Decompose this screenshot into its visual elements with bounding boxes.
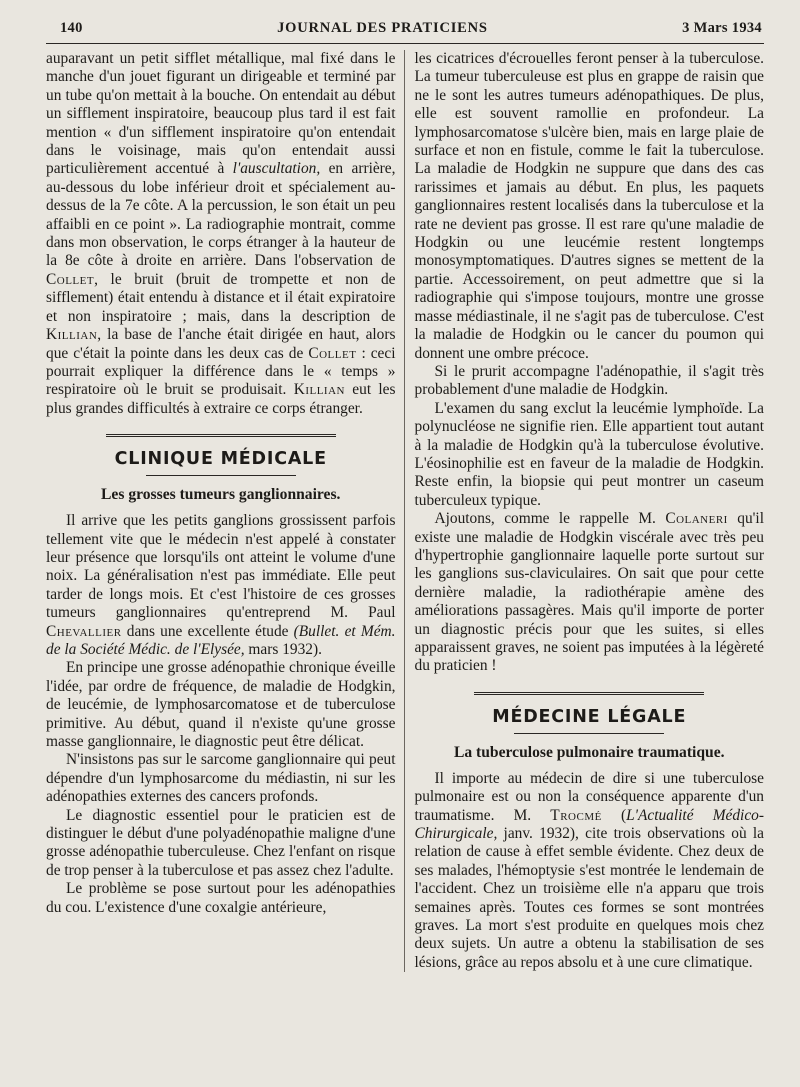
page-number: 140: [60, 20, 83, 36]
running-header: [46, 20, 764, 43]
journal-title: JOURNAL DES PRATICIENS: [277, 20, 488, 36]
article-subtitle-tumeurs: Les grosses tumeurs ganglionnaires.: [101, 486, 341, 504]
two-column-body: [46, 50, 764, 972]
section-underline: [514, 733, 664, 734]
paragraph: En principe une grosse adénopathie chronique éveille l'idée, par ordre de fréquence, de maladie de Hodgkin, de leucémie, de lymphosarcomatose et de tuberculose primitive. Au début, quand il n'existe qu'une grosse masse ganglionnaire, le diagnostic peut être délicat.: [46, 659, 396, 750]
right-column: [404, 50, 765, 972]
paragraph: Le problème se pose surtout pour les adénopathies du cou. L'existence d'une coxalgie antérieure,: [46, 880, 396, 916]
paragraph: Si le prurit accompagne l'adénopathie, il s'agit très probablement d'une maladie de Hodgkin.: [414, 362, 764, 399]
section-title-medecine-legale: MÉDECINE LÉGALE: [492, 706, 687, 727]
header-rule: [46, 43, 764, 44]
paragraph: Il arrive que les petits ganglions grossissent parfois tellement vite que le médecin n'est appelé à constater leur présence que lorsqu'ils ont atteint le volume d'une noix. La généralisation n'est pas immédiate. Elle peut tarder de longs mois. Et c'est l'histoire de ces grosses tumeurs ganglionnaires qu'entreprend M. Paul Chevallier dans une excellente étude (Bullet. et Mém. de la Société Médic. de l'Elysée, mars 1932).: [46, 512, 396, 658]
paragraph: Le diagnostic essentiel pour le praticien est de distinguer le début d'une polyadénopathie maligne d'une grosse adénopathie tuberculeuse. Chez l'enfant on risque de trop penser à la tuberculose et pas assez chez l'adulte.: [46, 806, 396, 879]
section-divider: [106, 434, 336, 439]
section-divider: [474, 692, 704, 697]
paragraph-continued: auparavant un petit sifflet métallique, mal fixé dans le manche d'un jouet figurant un dirigeable et terminé par un tube qu'on mettait à la bouche. On entendait au début un sifflement inspiratoire, beaucoup plus tard il est fait mention « d'un sifflement inspiratoire qu'on entendait dans le voisinage, mais qu'on entendait aussi particulièrement accentué à l'auscultation, en arrière, au-dessous du lobe inférieur droit et spécialement au-dessus de la 7e côte. A la percussion, le son était un peu affaibli en ce point ». La radiographie montrait, comme dans mon observation, le corps étranger à la hauteur de la 8e côte à droite en arrière. Dans l'observation de Collet, le bruit (bruit de trompette et non de sifflement) était entendu à distance et il était expiratoire et non inspiratoire ; mais, dans la description de Killian, la base de l'anche était dirigée en haut, alors que c'était la pointe dans les deux cas de Collet : ceci pourrait expliquer la différence dans le « temps » respiratoire où le bruit se produisait. Killian eut les plus grandes difficultés à extraire ce corps étranger.: [46, 50, 396, 417]
paragraph: L'examen du sang exclut la leucémie lymphoïde. La polynucléose ne signifie rien. Elle appartient tout autant à la maladie de Hodgkin qu'à la tuberculose évolutive. L'éosinophilie est en faveur de la maladie de Hodgkin. Reste enfin, la biopsie qui peut montrer un caseum tuberculeux typique.: [414, 399, 764, 509]
paragraph: N'insistons pas sur le sarcome ganglionnaire qui peut dépendre d'un lymphosarcome du médiastin, ni sur les adénopathies externes des cancers profonds.: [46, 751, 396, 806]
section-underline: [146, 475, 296, 476]
paragraph-continued: les cicatrices d'écrouelles feront penser à la tuberculose. La tumeur tuberculeuse est plus en grappe de raisin que ne le sont les autres tumeurs adénopathiques. De plus, elle est souvent ramollie en profondeur. La lymphosarcomatose s'ulcère bien, mais en large plaie de surface et non en fistule, comme le fait la tuberculose. La maladie de Hodgkin ne suppure que dans des cas rarissimes et jamais au début. En plus, les paquets ganglionnaires restent localisés dans la tuberculose et la rate ne devient pas grosse. Il est rare qu'une maladie de Hodgkin ou une leucémie restent longtemps monosymptomatiques. D'autres signes se mettent de la partie. Accessoirement, on peut admettre que si la radiographie qui s'impose toujours, montre une grosse masse médiastinale, il ne s'agit pas de tuberculose. C'est la maladie de Hodgkin ou le cancer du poumon qui donnent une ombre précoce.: [414, 50, 764, 362]
section-title-clinique: CLINIQUE MÉDICALE: [114, 449, 327, 470]
article-subtitle-tuberculose: La tuberculose pulmonaire traumatique.: [453, 743, 725, 761]
issue-date: 3 Mars 1934: [682, 20, 762, 36]
paragraph: Ajoutons, comme le rappelle M. Colaneri qu'il existe une maladie de Hodgkin viscérale avec très peu d'hypertrophie ganglionnaire laquelle porte surtout sur les ganglions sus-claviculaires. On sait que pour cette dernière maladie, la radiothérapie amène des améliorations passagères. Mais qu'il importe de porter un diagnostic précis pour que les suites, si elles apparaissent graves, ne soient pas imputées à la légèreté du praticien !: [414, 510, 764, 675]
left-column: [46, 50, 404, 972]
paragraph: Il importe au médecin de dire si une tuberculose pulmonaire est ou non la conséquence apparente d'un traumatisme. M. Trocmé (L'Actualité Médico-Chirurgicale, janv. 1932), cite trois observations où la relation de cause à effet semble évidente. Chez deux de ses malades, l'hémoptysie s'est montrée le lendemain de l'accident. Chez un troisième elle n'a apparu que trois semaines après. Toutes ces formes se sont montrées graves. La mort s'est produite en quelques mois chez deux sujets. Un autre a obtenu la stabilisation de ses lésions, grâce au repos absolu et à une cure climatique.: [414, 769, 764, 971]
